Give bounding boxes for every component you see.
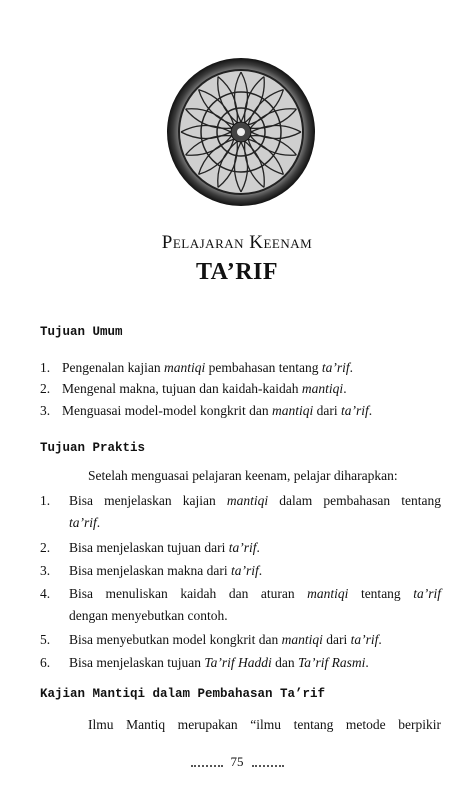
- section-paragraph: Ilmu Mantiq merupakan “ilmu tentang metode berpikir: [88, 717, 441, 732]
- general-goals-heading: Tujuan Umum: [40, 325, 123, 339]
- footer-ornament-right-icon: [252, 759, 284, 767]
- list-item: Menguasai model-model kongkrit dan mantiqi dari ta’rif.: [62, 403, 373, 418]
- chapter-label: Pelajaran Keenam: [161, 232, 313, 253]
- list-item-number: 6.: [40, 655, 51, 670]
- chapter-title: TA’RIF: [195, 259, 279, 285]
- list-item-number: 5.: [40, 632, 51, 647]
- rosette-ornament-icon: [166, 57, 316, 207]
- list-item: Bisa menjelaskan makna dari ta’rif.: [69, 563, 263, 578]
- page-number: 75: [230, 754, 244, 769]
- list-item: Bisa menuliskan kaidah dan aturan mantiqi tentang ta’rif: [69, 586, 441, 601]
- list-item: Pengenalan kajian mantiqi pembahasan tentang ta’rif.: [62, 360, 353, 375]
- list-item: Mengenal makna, tujuan dan kaidah-kaidah mantiqi.: [62, 381, 347, 396]
- list-item-number: 2.: [40, 381, 51, 396]
- list-item: Bisa menyebutkan model kongkrit dan mantiqi dari ta’rif.: [69, 632, 382, 647]
- list-item-continuation: ta’rif.: [69, 515, 101, 530]
- list-item-number: 1.: [40, 493, 51, 508]
- list-item-continuation: dengan menyebutkan contoh.: [69, 608, 228, 623]
- list-item: Bisa menjelaskan tujuan dari ta’rif.: [69, 540, 260, 555]
- list-item-number: 3.: [40, 563, 51, 578]
- footer-ornament-left-icon: [191, 759, 223, 767]
- section-heading: Kajian Mantiqi dalam Pembahasan Ta’rif: [40, 687, 326, 701]
- page-footer: [0, 754, 474, 770]
- practical-goals-heading: Tujuan Praktis: [40, 441, 146, 455]
- list-item: Bisa menjelaskan kajian mantiqi dalam pembahasan tentang: [69, 493, 441, 508]
- list-item-number: 3.: [40, 403, 51, 418]
- list-item-number: 1.: [40, 360, 51, 375]
- list-item-number: 2.: [40, 540, 51, 555]
- list-item-number: 4.: [40, 586, 51, 601]
- practical-goals-intro: Setelah menguasai pelajaran keenam, pelajar diharapkan:: [88, 468, 398, 483]
- list-item: Bisa menjelaskan tujuan Ta’rif Haddi dan Ta’rif Rasmi.: [69, 655, 369, 670]
